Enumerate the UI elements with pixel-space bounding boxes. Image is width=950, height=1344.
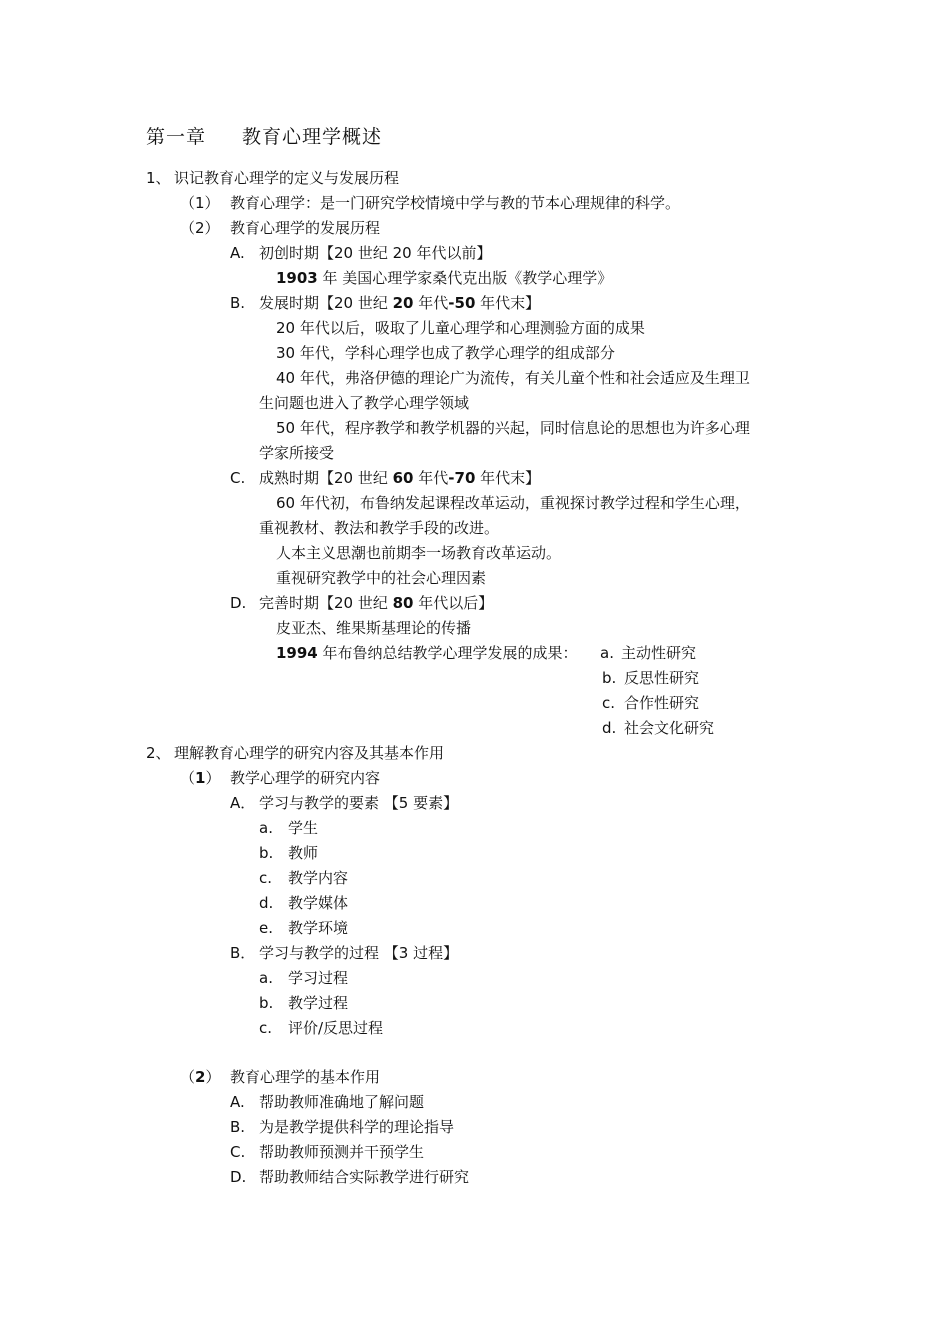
s2-b-marker: B．	[230, 944, 256, 962]
role-text: 帮助教师准确地了解问题	[259, 1093, 425, 1111]
section-2-heading: 理解教育心理学的研究内容及其基本作用	[174, 744, 445, 762]
period-c-line-3: 重视研究教学中的社会心理因素	[276, 569, 487, 587]
s2-point-2-text: 教育心理学的基本作用	[230, 1068, 381, 1086]
period-a-marker: A.	[230, 244, 245, 262]
period-c-line-2: 人本主义思潮也前期李一场教育改革运动。	[276, 544, 562, 562]
period-b-line-2: 30 年代，学科心理学也成了教学心理学的组成部分	[276, 344, 615, 362]
period-d-line-1: 皮亚杰、维果斯基理论的传播	[276, 619, 472, 637]
period-c-label: 成熟时期【20 世纪 60 年代-70 年代末】	[259, 469, 541, 487]
s1-point-1-text: 教育心理学：是一门研究学校情境中学与教的节本心理规律的科学。	[230, 194, 681, 212]
result-marker: c.	[602, 694, 616, 712]
element-text: 学生	[288, 819, 319, 837]
s1-point-2-number: （2）	[180, 219, 220, 237]
result-marker: d.	[602, 719, 617, 737]
period-c-line-1b: 重视教材、教法和教学手段的改进。	[259, 519, 500, 537]
process-text: 评价/反思过程	[288, 1019, 384, 1037]
role-marker: C.	[230, 1143, 246, 1161]
period-c-line-1a: 60 年代初，布鲁纳发起课程改革运动，重视探讨教学过程和学生心理，	[276, 494, 750, 512]
result-text: 合作性研究	[624, 694, 700, 712]
role-text: 为是教学提供科学的理论指导	[259, 1118, 455, 1136]
s1-point-1-number: （1）	[180, 194, 220, 212]
element-text: 教学环境	[288, 919, 349, 937]
s2-point-1-number: （1）	[180, 769, 221, 787]
period-b-label: 发展时期【20 世纪 20 年代-50 年代末】	[259, 294, 541, 312]
s2-a-label: 学习与教学的要素 【5 要素】	[259, 794, 459, 812]
period-d-label: 完善时期【20 世纪 80 年代以后】	[259, 594, 494, 612]
result-text: 社会文化研究	[624, 719, 715, 737]
result-text: 主动性研究	[621, 644, 697, 662]
section-2-number: 2、	[146, 744, 171, 762]
element-marker: b.	[259, 844, 274, 862]
s2-b-label: 学习与教学的过程 【3 过程】	[259, 944, 459, 962]
year-1903: 1903	[276, 269, 318, 287]
process-marker: a.	[259, 969, 273, 987]
section-1-number: 1、	[146, 169, 171, 187]
period-a-label: 初创时期【20 世纪 20 年代以前】	[259, 244, 492, 262]
period-c-marker: C.	[230, 469, 246, 487]
result-marker: b.	[602, 669, 617, 687]
element-marker: d.	[259, 894, 274, 912]
process-text: 学习过程	[288, 969, 349, 987]
element-marker: e.	[259, 919, 273, 937]
year-1994: 1994	[276, 644, 318, 662]
period-a-line-1: 1903 年 美国心理学家桑代克出版《教学心理学》	[276, 269, 613, 287]
result-text: 反思性研究	[624, 669, 700, 687]
s1-point-2-text: 教育心理学的发展历程	[230, 219, 381, 237]
period-d-line-2: 1994 年布鲁纳总结教学心理学发展的成果：	[276, 644, 578, 662]
role-marker: A.	[230, 1093, 245, 1111]
chapter-title	[146, 124, 382, 150]
period-b-marker: B.	[230, 294, 246, 312]
element-marker: a.	[259, 819, 273, 837]
element-text: 教学媒体	[288, 894, 349, 912]
element-marker: c.	[259, 869, 273, 887]
period-b-line-3a: 40 年代，弗洛伊德的理论广为流传，有关儿童个性和社会适应及生理卫	[276, 369, 750, 387]
process-marker: b.	[259, 994, 274, 1012]
process-text: 教学过程	[288, 994, 349, 1012]
element-text: 教师	[288, 844, 319, 862]
role-marker: D.	[230, 1168, 247, 1186]
section-1-heading: 识记教育心理学的定义与发展历程	[174, 169, 400, 187]
period-b-line-1: 20 年代以后，吸取了儿童心理学和心理测验方面的成果	[276, 319, 645, 337]
s2-a-marker: A．	[230, 794, 256, 812]
s2-point-2-number: （2）	[180, 1068, 221, 1086]
period-b-line-4b: 学家所接受	[259, 444, 335, 462]
period-b-line-4a: 50 年代，程序教学和教学机器的兴起，同时信息论的思想也为许多心理	[276, 419, 750, 437]
element-text: 教学内容	[288, 869, 349, 887]
role-text: 帮助教师预测并干预学生	[259, 1143, 425, 1161]
role-marker: B.	[230, 1118, 246, 1136]
process-marker: c.	[259, 1019, 273, 1037]
chapter-number: 第一章	[146, 126, 207, 148]
period-d-marker: D.	[230, 594, 247, 612]
s2-point-1-text: 教学心理学的研究内容	[230, 769, 381, 787]
chapter-name: 教育心理学概述	[242, 126, 383, 148]
period-b-line-3b: 生问题也进入了教学心理学领域	[259, 394, 470, 412]
result-marker: a.	[600, 644, 614, 662]
role-text: 帮助教师结合实际教学进行研究	[259, 1168, 470, 1186]
